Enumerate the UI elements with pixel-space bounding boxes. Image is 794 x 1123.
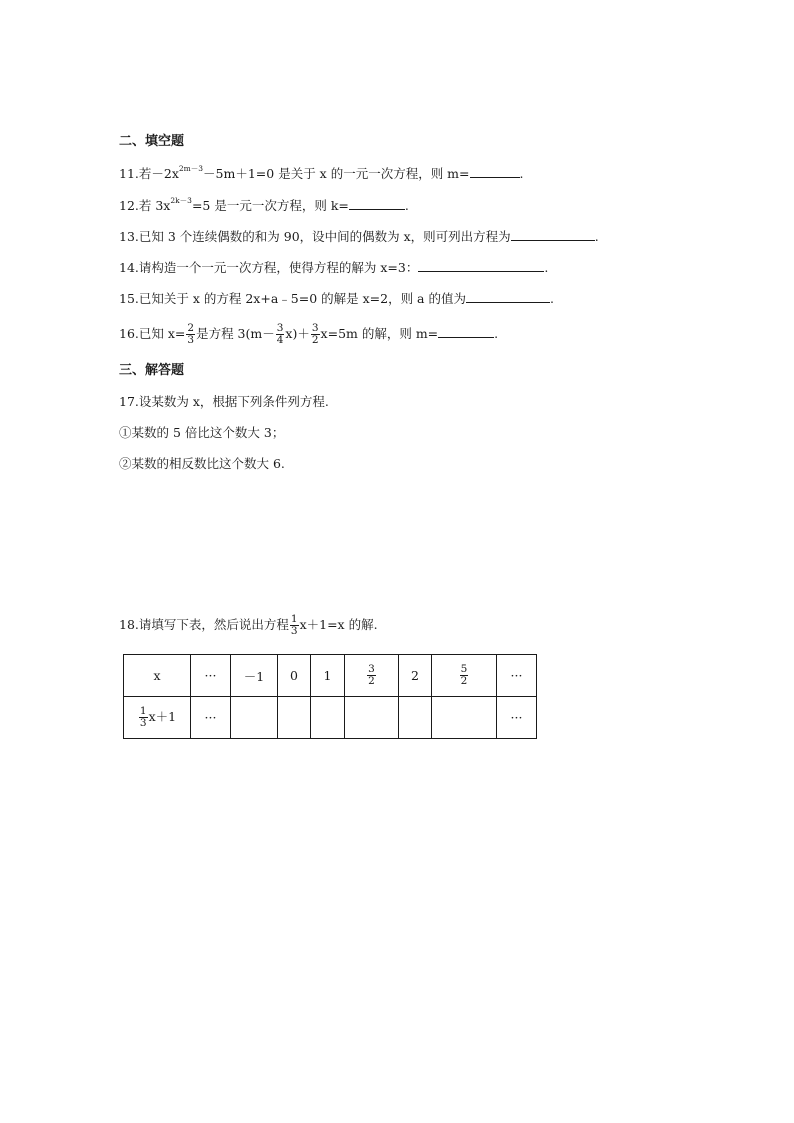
table-cell-two: 2 — [399, 655, 432, 697]
question-13: 13.已知 3 个连续偶数的和为 90，设中间的偶数为 x，则可列出方程为 . — [119, 229, 599, 244]
fraction-two-thirds: $\frac{2}{3}$ — [187, 322, 195, 346]
answer-blank-14[interactable] — [418, 260, 544, 272]
fraction-one-third: $\frac{1}{3}$ — [290, 613, 298, 637]
question-17-part-1: ①某数的 5 倍比这个数大 3； — [119, 425, 285, 440]
question-17-part-2: ②某数的相反数比这个数大 6. — [119, 456, 285, 471]
table-cell-ellipsis: ··· — [497, 697, 537, 739]
section-title-fill-blank: 二、填空题 — [119, 134, 185, 149]
answer-blank-16[interactable] — [438, 326, 494, 338]
table-cell-blank[interactable] — [432, 697, 497, 739]
table-cell-five-halves: $\frac{5}{2}$ — [432, 655, 497, 697]
table-cell-blank[interactable] — [311, 697, 345, 739]
table-cell-blank[interactable] — [399, 697, 432, 739]
question-12: 12.若 $3x^{2k-3}=5$ 是一元一次方程，则 k= . — [119, 196, 409, 213]
table-cell-one: 1 — [311, 655, 345, 697]
table-cell-blank[interactable] — [345, 697, 399, 739]
question-15: 15.已知关于 x 的方程 2x+a﹣5=0 的解是 x=2，则 a 的值为 . — [119, 291, 554, 306]
answer-blank-11[interactable] — [470, 166, 520, 178]
table-row-expression — [124, 697, 537, 739]
question-17-stem: 17.设某数为 x，根据下列条件列方程. — [119, 394, 329, 409]
question-11: 11.若$-2x^{2m-3}-5m+1=0$ 是关于 x 的一元一次方程，则 m= . — [119, 164, 524, 181]
fraction-three-fourths: $\frac{3}{4}$ — [276, 322, 284, 346]
question-18: 18.请填写下表，然后说出方程 $\frac{1}{3}$ x＋1=x 的解. — [119, 613, 378, 637]
table-cell-blank[interactable] — [231, 697, 278, 739]
answer-blank-13[interactable] — [511, 229, 595, 241]
table-cell-blank[interactable] — [278, 697, 311, 739]
answer-blank-15[interactable] — [466, 291, 550, 303]
table-cell-neg-one: －1 — [231, 655, 278, 697]
table-cell-header-x: x — [124, 655, 191, 697]
table-cell-ellipsis: ··· — [497, 655, 537, 697]
table-row-x — [124, 655, 537, 697]
value-table — [123, 654, 537, 739]
table-cell-ellipsis: ··· — [191, 697, 231, 739]
table-cell-three-halves: $\frac{3}{2}$ — [345, 655, 399, 697]
fraction-three-halves: $\frac{3}{2}$ — [311, 322, 319, 346]
table-cell-ellipsis: ··· — [191, 655, 231, 697]
question-16: 16.已知 x= $\frac{2}{3}$ 是方程 3(m－ $\frac{3}{4}$ x)＋ $\frac{3}{2}$ x=5m 的解，则 m= . — [119, 322, 499, 346]
table-cell-zero: 0 — [278, 655, 311, 697]
question-14: 14.请构造一个一元一次方程，使得方程的解为 x=3： . — [119, 260, 549, 275]
table-cell-header-expression: $\frac{1}{3}$ x＋1 — [124, 697, 191, 739]
answer-blank-12[interactable] — [349, 198, 405, 210]
section-title-solve: 三、解答题 — [119, 363, 185, 378]
